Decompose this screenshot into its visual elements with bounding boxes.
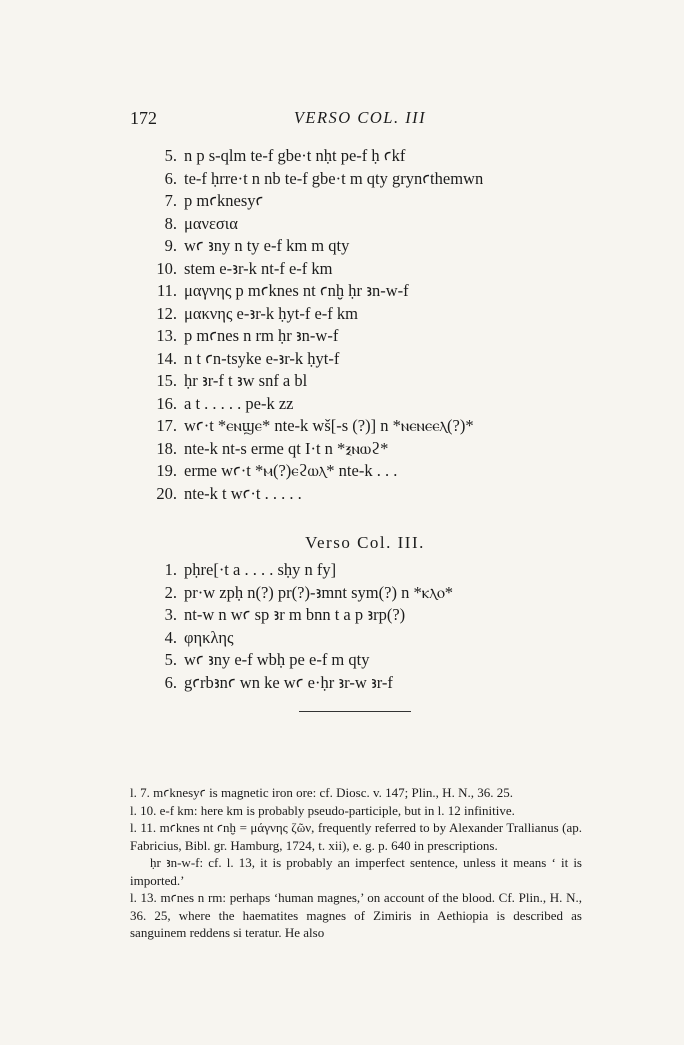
line-number: 4. [164,627,177,647]
line-text: nte-k nt-s erme qt I·t n *ⲝⲛⲱϩ* [184,438,389,458]
line-number: 15. [156,371,177,390]
text-line [155,190,595,213]
text-line [155,258,595,281]
line-number: 8. [164,213,177,233]
line-number: 18. [156,438,177,458]
footnote: ḥr ꜣn-w-f: cf. l. 13, it is probably an imperfect sentence, unless it means ‘ it is imported.’ [130,855,582,888]
footnote: l. 11. mꜥknes nt ꜥnḫ = μάγνης ζῶν, frequently referred to by Alexander Trallianus (ap. Fabricius, Bibl. gr. Hamburg, 1724, t. xii), e. g. p. 640 in prescriptions. [130,820,582,853]
text-line [155,168,595,191]
line-text: φηκλης [184,627,234,647]
line-text: nt-w n wꜥ sp ꜣr m bnn t a p ꜣrp(?) [184,605,406,624]
line-number: 10. [156,258,177,278]
line-number: 17. [156,416,177,435]
line-number: 12. [156,303,177,323]
text-line [155,213,595,236]
text-line [155,438,595,461]
line-number: 11. [156,281,177,300]
page-header [130,108,590,132]
text-line [155,280,595,303]
text-line [155,460,595,483]
line-number: 2. [164,582,177,602]
line-text: ḥr ꜣr-f t ꜣw snf a bl [184,371,308,390]
line-number: 6. [164,672,177,692]
line-text: te-f ḥrre·t n nb te-f gbe·t m qty grynꜥthemwn [184,168,484,188]
text-line [155,649,595,672]
line-number: 5. [164,650,177,669]
line-number: 6. [164,168,177,188]
text-line [155,559,595,582]
col-ii-text [155,145,595,505]
line-number: 14. [156,348,177,368]
footnote: l. 13. mꜥnes n rm: perhaps ‘human magnes,’ on account of the blood. Cf. Plin., H. N., 36. 25, where the haematites magnes of Zimiris in Aethiopia is described as sanguinem reddens si teratur. He also [130,890,582,940]
footnote: l. 7. mꜥknesyꜥ is magnetic iron ore: cf. Diosc. v. 147; Plin., H. N., 36. 25. [130,785,513,800]
line-number: 3. [164,605,177,624]
text-line [155,235,595,258]
line-text: p mꜥknesyꜥ [184,191,264,210]
col-iii-text [155,559,595,694]
line-text: wꜥ ꜣny e-f wbḥ pe e-f m qty [184,650,370,669]
line-text: pr·w zpḥ n(?) pr(?)-ꜣmnt sym(?) n *ⲕⲗⲟ* [184,582,454,602]
line-text: stem e-ꜣr-k nt-f e-f km [184,258,333,278]
line-text: μακνης e-ꜣr-k ḥyt-f e-f km [184,303,358,323]
text-line [155,325,595,348]
text-line [155,672,595,695]
line-text: pḥre[·t a . . . . sḥy n fy] [184,560,337,579]
line-number: 9. [164,236,177,255]
footnote: l. 10. e-f km: here km is probably pseudo-participle, but in l. 12 infinitive. [130,802,515,818]
line-text: gꜥrbꜣnꜥ wn ke wꜥ e·ḥr ꜣr-w ꜣr-f [184,672,393,692]
line-text: μανεσια [184,213,238,233]
text-line [155,582,595,605]
line-number: 1. [164,560,177,579]
line-text: wꜥ·t *ⲉⲛϣⲉ* nte-k wš[-s (?)] n *ⲛⲉⲛⲉⲉⲗ(?)* [184,416,474,435]
text-line [155,145,595,168]
text-line [155,393,595,416]
text-line [155,370,595,393]
page-number: 172 [130,108,157,128]
text-line [155,483,595,506]
text-line [155,303,595,326]
line-number: 5. [164,146,177,165]
line-text: wꜥ ꜣny n ty e-f km m qty [184,236,350,255]
line-text: p mꜥnes n rm ḥr ꜣn-w-f [184,326,339,345]
line-number: 19. [156,461,177,480]
text-line [155,627,595,650]
text-line [155,604,595,627]
text-line [155,415,595,438]
line-text: erme wꜥ·t *ⲙ(?)ⲉϩⲱⲗ* nte-k . . . [184,461,398,480]
footnotes [130,784,582,942]
line-number: 7. [164,191,177,210]
divider [299,711,411,712]
line-number: 13. [156,326,177,345]
line-text: n t ꜥn-tsyke e-ꜣr-k ḥyt-f [184,348,340,368]
line-text: nte-k t wꜥ·t . . . . . [184,483,302,503]
text-line [155,348,595,371]
line-text: μαγνης p mꜥknes nt ꜥnḫ ḥr ꜣn-w-f [184,281,409,300]
running-head: VERSO COL. III [293,108,427,127]
line-number: 16. [156,393,177,413]
line-text: a t . . . . . pe-k zz [184,393,294,413]
line-number: 20. [156,483,177,503]
section-title: Verso Col. III. [305,533,425,552]
line-text: n p s-qlm te-f gbe·t nḥt pe-f ḥ ꜥkf [184,146,406,165]
